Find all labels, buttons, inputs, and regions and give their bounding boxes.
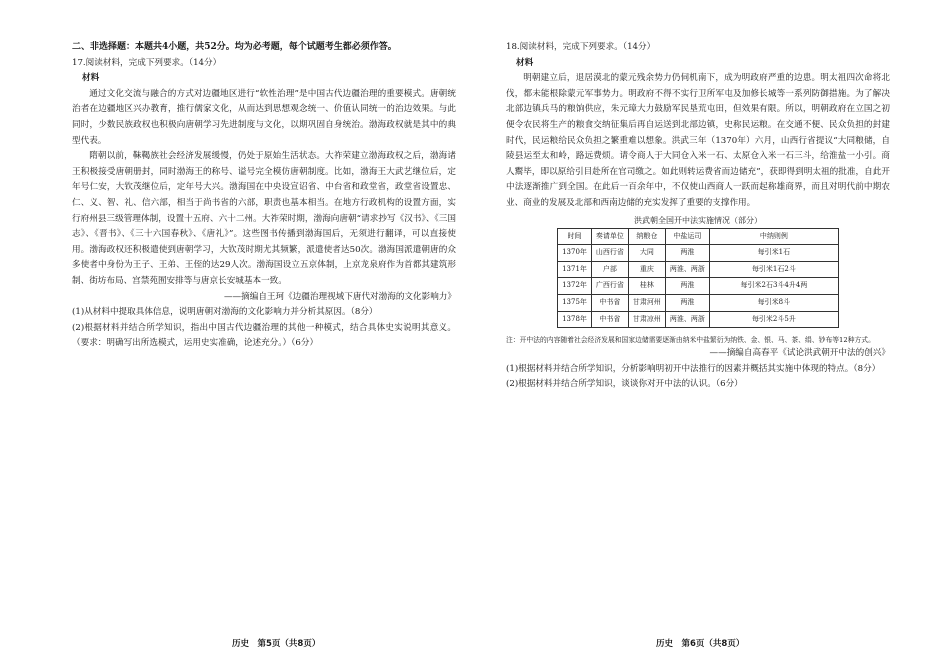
material-paragraph: 隋朝以前，靺鞨族社会经济发展缓慢，仍处于原始生活状态。大祚荣建立渤海政权之后，渤海诸王积极接受唐朝册封，同时渤海王的称号、谥号完全模仿唐朝制度。比如，渤海王大武艺继位后，定年号仁安，大钦茂继位后，定年号大兴。渤海国在中央设宣诏省、中台省和政堂省，政堂省设置忠、仁、义、智、礼、信六部，相当于尚书省的六部，职责也基本相当。在地方行政机构的设置方面，实行府州县三级管理体制，设置十五府、六十二州。大祚荣时期，渤海向唐朝“请求抄写《汉书》、《三国志》、《晋书》、《三十六国春秋》、《唐礼》”。这些图书传播到渤海国后，无须进行翻译，可以直接使用。渤海政权还积极遣使到唐朝学习，大钦茂时期尤其频繁，派遣使者达50次。渤海国派遣朝唐的众多使者中身份为王子、王弟、王侄的达29人次。渤海国设立五京体制，上京龙泉府作为首都其建筑形制、街坊布局、宫禁苑囿安排等与唐京长安城基本一致。 [72, 151, 456, 286]
table-cell: 重庆 [628, 261, 665, 278]
table-cell: 每引米2斗5升 [709, 311, 838, 328]
table-cell: 1375年 [558, 294, 592, 311]
table-cell: 1371年 [558, 261, 592, 278]
table-header-cell: 时间 [558, 228, 592, 245]
table-cell: 每引米1石2斗 [709, 261, 838, 278]
table-header-cell: 中盐运司 [665, 228, 709, 245]
table-header-cell: 纳粮仓 [628, 228, 665, 245]
section-heading: 二、非选择题：本题共4小题，共52分。均为必考题，每个试题考生都必须作答。 [72, 42, 397, 52]
table-row [558, 261, 839, 278]
table-cell: 中书省 [591, 311, 628, 328]
right-page [506, 40, 890, 393]
table-cell: 每引米8斗 [709, 294, 838, 311]
material-source: ——摘编自王珂《边疆治理视域下唐代对渤海的文化影响力》 [223, 291, 456, 302]
table-row [558, 311, 839, 328]
table-row [558, 294, 839, 311]
table-note: 注：开中法的内容随着社会经济发展和国家边储需要逐渐由纳米中盐繁衍为纳铁、金、银、马、茶、绢、钞布等12种方式。 [506, 336, 875, 345]
question-17-title: 17.阅读材料，完成下列要求。（14分） [72, 57, 222, 68]
table-cell: 1372年 [558, 278, 592, 295]
table-cell: 两淮 [665, 278, 709, 295]
page-footer-right: 历史 第6页（共8页） [656, 639, 745, 649]
table-cell: 甘肃凉州 [628, 311, 665, 328]
table-header-cell: 奏请单位 [591, 228, 628, 245]
table-header-cell: 中纳则例 [709, 228, 838, 245]
table-cell: 山西行省 [591, 245, 628, 262]
table-row [558, 278, 839, 295]
material-paragraph: 明朝建立后，退居漠北的蒙元残余势力仍伺机南下，成为明政府严重的边患。明太祖四次命将北伐，都未能根除蒙元军事势力。明政府不得不实行卫所军屯及加修长城等一系列防御措施。为了解决北部边镇兵马的粮饷供应，朱元璋大力鼓励军民垦荒屯田，但效果有限。所以，明朝政府在立国之初便令农民将生产的粮食交纳征集后再自运送到北部边镇，史称民运粮。在交通不便、民众负担的封建时代，民运粮给民众负担之繁重难以想象。洪武三年（1370年）六月，山西行省提议“大同粮储，自陵县运至太和岭，路远费烦。请令商人于大同仓入米一石、太原仓入米一石三斗，给淮盐一小引。商人鬻毕，即以原给引目赴所在官司缴之。如此则转运费省而边储充”，获即得到明太祖的批准，自此开中法逐渐推广到全国。在此后一百余年中，不仅使山西商人一跃而起称雄商界，而且对明代前中期农业、商业的发展及北部和西南边储的充实发挥了重要的支撑作用。 [506, 73, 890, 208]
material-source: ——摘编自高春平《试论洪武朝开中法的创兴》 [709, 348, 890, 359]
table-title: 洪武朝全国开中法实施情况（部分） [634, 215, 762, 225]
table-cell: 户部 [591, 261, 628, 278]
table-cell: 甘肃河州 [628, 294, 665, 311]
table-header-row [558, 228, 839, 245]
table-cell: 1378年 [558, 311, 592, 328]
material-label: 材料 [516, 57, 534, 68]
table-cell: 每引米1石 [709, 245, 838, 262]
kaizhong-table [557, 228, 839, 329]
question-18-1: (1)根据材料并结合所学知识，分析影响明初开中法推行的因素并概括其实施中体现的特点。（8分） [506, 363, 881, 374]
question-18-2: (2)根据材料并结合所学知识，谈谈你对开中法的认识。（6分） [506, 379, 743, 390]
table-cell: 每引米2石3斗4升4两 [709, 278, 838, 295]
table-cell: 广西行省 [591, 278, 628, 295]
table-cell: 中书省 [591, 294, 628, 311]
table-cell: 大同 [628, 245, 665, 262]
page-footer-left: 历史 第5页（共8页） [232, 639, 321, 649]
table-cell: 两淮 [665, 245, 709, 262]
table-row [558, 245, 839, 262]
table-cell: 两淮、两浙 [665, 311, 709, 328]
question-18-title: 18.阅读材料，完成下列要求。（14分） [506, 42, 656, 52]
material-label: 材料 [82, 73, 100, 84]
material-paragraph: 通过文化交流与融合的方式对边疆地区进行“软性治理”是中国古代边疆治理的重要模式。唐朝统治者在边疆地区兴办教育，推行儒家文化，从而达到思想观念统一、价值认同统一的治边效果。与此同时，少数民族政权也积极向唐朝学习先进制度与文化，以期巩固自身统治。渤海政权就是其中的典型代表。 [72, 88, 456, 146]
table-cell: 两淮 [665, 294, 709, 311]
table-cell: 两淮、两浙 [665, 261, 709, 278]
left-page [72, 40, 456, 352]
table-cell: 1370年 [558, 245, 592, 262]
question-17-2: (2)根据材料并结合所学知识，指出中国古代边疆治理的其他一种模式，结合具体史实说明其意义。（要求：明确写出所选模式，运用史实准确，论述充分。）（6分） [72, 322, 456, 349]
question-17-1: (1)从材料中提取具体信息，说明唐朝对渤海的文化影响力并分析其原因。（8分） [72, 307, 378, 318]
table-cell: 桂林 [628, 278, 665, 295]
